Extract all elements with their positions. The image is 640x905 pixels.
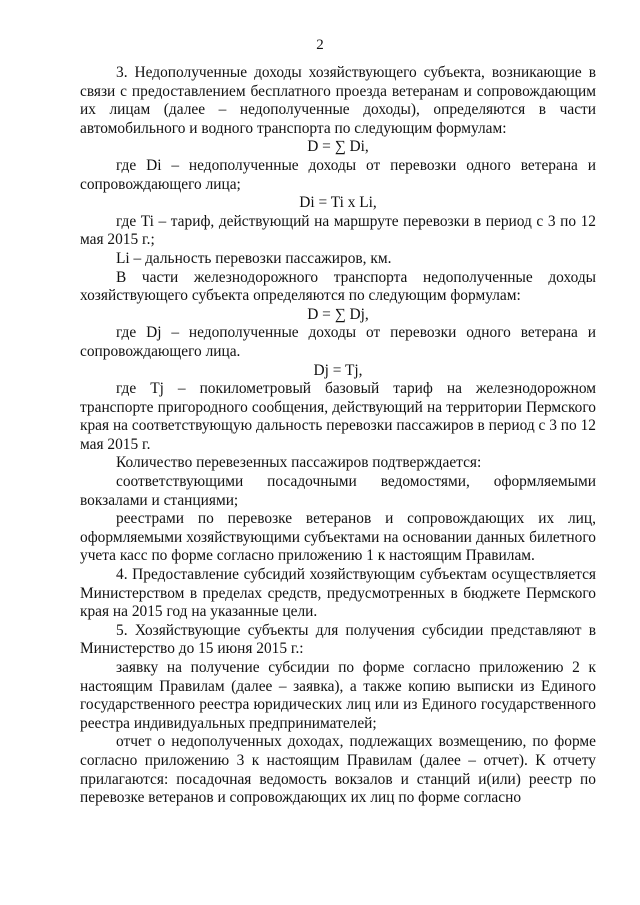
formula-line: D = ∑ Di, [307, 138, 369, 156]
paragraph: где Di – недополученные доходы от перевозки одного ветерана и сопровождающего лица; [80, 156, 596, 193]
formula-line: D = ∑ Dj, [307, 305, 369, 323]
formula-line: Di = Ti x Li, [299, 194, 377, 212]
paragraph: где Ti – тариф, действующий на маршруте перевозки в период с 3 по 12 мая 2015 г.; [80, 212, 596, 249]
page-number: 2 [316, 37, 324, 53]
document-body [80, 64, 596, 808]
paragraph: соответствующими посадочными ведомостями, оформляемыми вокзалами и станциями; [80, 473, 596, 509]
paragraph: Li – дальность перевозки пассажиров, км. [116, 249, 392, 267]
paragraph: В части железнодорожного транспорта недополученные доходы хозяйствующего субъекта определяются по следующим формулам: [80, 268, 596, 305]
paragraph: реестрами по перевозке ветеранов и сопровождающих их лиц, оформляемыми хозяйствующими субъектами на основании данных билетного учета касс по форме согласно приложению 1 к настоящим Правилам. [80, 510, 596, 565]
formula-line: Dj = Tj, [313, 361, 363, 379]
paragraph: отчет о недополученных доходах, подлежащих возмещению, по форме согласно приложению 3 к настоящим Правилам (далее – отчет). К отчету прилагаются: посадочная ведомость вокзалов и станций и(или) реестр по перевозке ветеранов и сопровождающих их лиц по форме согласно [80, 733, 596, 807]
paragraph: Количество перевезенных пассажиров подтверждается: [116, 454, 482, 472]
paragraph: где Tj – покилометровый базовый тариф на железнодорожном транспорте пригородного сообщения, действующий на территории Пермского края на соответствующую дальность перевозки пассажиров в период с 3 по 12 мая 2015 г. [80, 380, 596, 453]
paragraph: 4. Предоставление субсидий хозяйствующим субъектам осуществляется Министерством в пределах средств, предусмотренных в бюджете Пермского края на 2015 год на указанные цели. [80, 566, 596, 621]
paragraph: заявку на получение субсидии по форме согласно приложению 2 к настоящим Правилам (далее – заявка), а также копию выписки из Единого государственного реестра юридических лиц или из Единого государственного реестра индивидуальных предпринимателей; [80, 659, 596, 732]
paragraph: 3. Недополученные доходы хозяйствующего субъекта, возникающие в связи с предоставлением бесплатного проезда ветеранам и сопровождающим их лицам (далее – недополученные доходы), определяются в части автомобильного и водного транспорта по следующим формулам: [80, 64, 596, 137]
paragraph: 5. Хозяйствующие субъекты для получения субсидии представляют в Министерство до 15 июня 2015 г.: [80, 621, 596, 658]
paragraph: где Dj – недополученные доходы от перевозки одного ветерана и сопровождающего лица. [80, 324, 596, 360]
